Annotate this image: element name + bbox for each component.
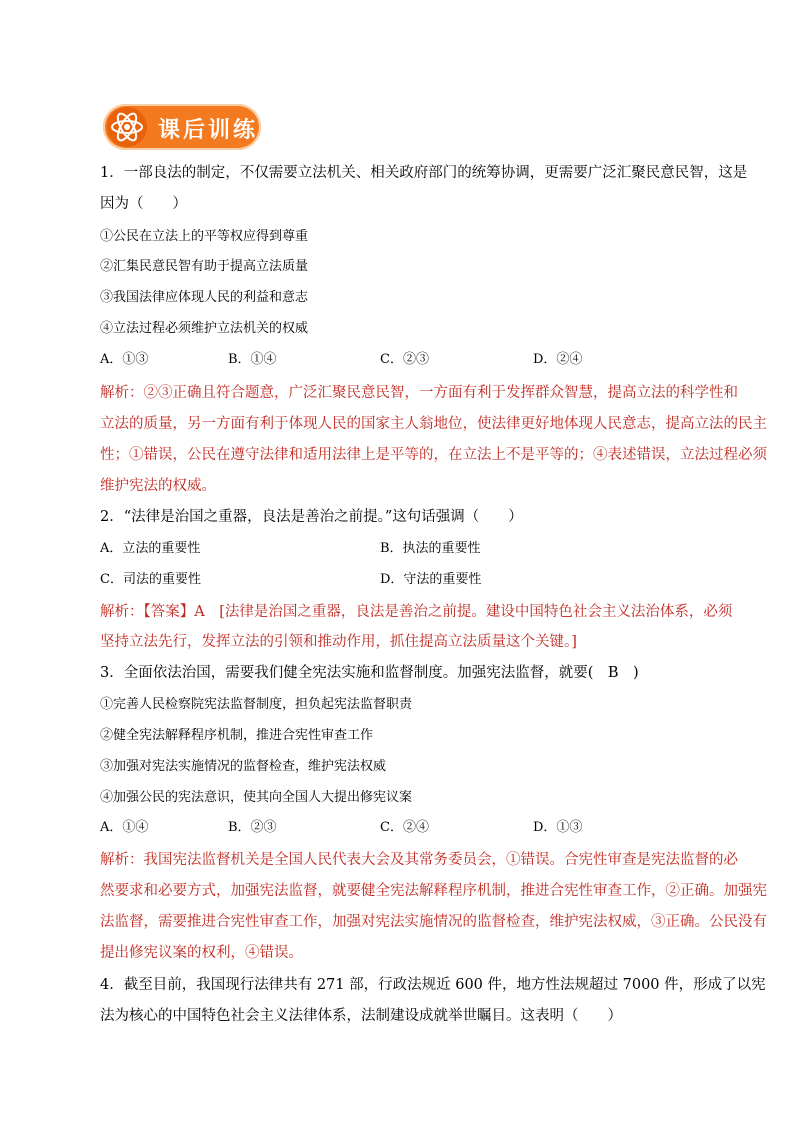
q1-choice-c: C．②③: [380, 352, 429, 367]
q3-analysis-line: 提出修宪议案的权利，④错误。: [100, 945, 303, 961]
section-badge: [103, 104, 261, 150]
q1-option: ④立法过程必须维护立法机关的权威: [100, 321, 309, 336]
q3-option: ④加强公民的宪法意识，使其向全国人大提出修宪议案: [100, 790, 413, 805]
q2-choices-row2: [100, 570, 700, 590]
q3-analysis-line: 法监督，需要推进合宪性审查工作，加强对宪法实施情况的监督检查，维护宪法权威，③正确。公民没有: [100, 914, 767, 930]
q1-choice-d: D．②④: [533, 352, 583, 367]
q2-choice-a: A．立法的重要性: [100, 541, 201, 556]
q3-option: ③加强对宪法实施情况的监督检查，维护宪法权威: [100, 759, 387, 774]
q1-stem-line1: 1．一部良法的制定，不仅需要立法机关、相关政府部门的统筹协调，更需要广泛汇聚民意民智，这是: [100, 165, 748, 181]
q1-option: ③我国法律应体现人民的利益和意志: [100, 290, 309, 305]
q2-analysis-line: 解析：【答案】A [法律是治国之重器，良法是善治之前提。建设中国特色社会主义法治体系，必须: [100, 604, 733, 620]
q1-choice-b: B．①④: [228, 352, 277, 367]
q1-analysis-line: 立法的质量，另一方面有利于体现人民的国家主人翁地位，使法律更好地体现人民意志，提高立法的民主: [100, 416, 767, 432]
q4-stem-line1: 4．截至目前，我国现行法律共有 271 部，行政法规近 600 件，地方性法规超过 7000 件，形成了以宪: [100, 977, 766, 993]
q2-choices-row1: [100, 539, 700, 559]
q3-analysis-line: 然要求和必要方式，加强宪法监督，就要健全宪法解释程序机制，推进合宪性审查工作，②正确。加强宪: [100, 883, 767, 899]
q3-choice-b: B．②③: [228, 820, 277, 835]
atom-icon: [107, 107, 147, 147]
q3-choice-c: C．②④: [380, 820, 429, 835]
q3-choice-a: A．①④: [100, 820, 149, 835]
q1-stem-line2: 因为（ ）: [100, 196, 187, 212]
q2-analysis-line: 坚持立法先行，发挥立法的引领和推动作用，抓住提高立法质量这个关键。]: [100, 634, 577, 650]
q1-option: ①公民在立法上的平等权应得到尊重: [100, 229, 309, 244]
q2-choice-d: D．守法的重要性: [380, 572, 482, 587]
q3-choices: [100, 818, 700, 838]
q1-choice-a: A．①③: [100, 352, 149, 367]
q2-choice-c: C．司法的重要性: [100, 572, 201, 587]
q1-analysis-line: 性；①错误，公民在遵守法律和适用法律上是平等的，在立法上不是平等的；④表述错误，立法过程必须: [100, 447, 767, 463]
section-title: 课后训练: [158, 118, 259, 143]
q1-analysis-line: 解析：②③正确且符合题意，广泛汇聚民意民智，一方面有利于发挥群众智慧，提高立法的科学性和: [100, 385, 738, 401]
q3-option: ①完善人民检察院宪法监督制度，担负起宪法监督职责: [100, 697, 413, 712]
q1-analysis-line: 维护宪法的权威。: [100, 478, 216, 494]
q1-choices: [100, 350, 700, 370]
q4-stem-line2: 法为核心的中国特色社会主义法律体系，法制建设成就举世瞩目。这表明（ ）: [100, 1008, 622, 1024]
q3-analysis-line: 解析：我国宪法监督机关是全国人民代表大会及其常务委员会，①错误。合宪性审查是宪法监督的必: [100, 852, 738, 868]
q3-stem: 3．全面依法治国，需要我们健全宪法实施和监督制度。加强宪法监督，就要( B ): [100, 665, 639, 681]
q2-stem: 2．“法律是治国之重器，良法是善治之前提。”这句话强调（ ）: [100, 509, 523, 525]
q2-choice-b: B．执法的重要性: [380, 541, 481, 556]
q3-choice-d: D．①③: [533, 820, 583, 835]
q3-option: ②健全宪法解释程序机制，推进合宪性审查工作: [100, 728, 374, 743]
q1-option: ②汇集民意民智有助于提高立法质量: [100, 259, 309, 274]
